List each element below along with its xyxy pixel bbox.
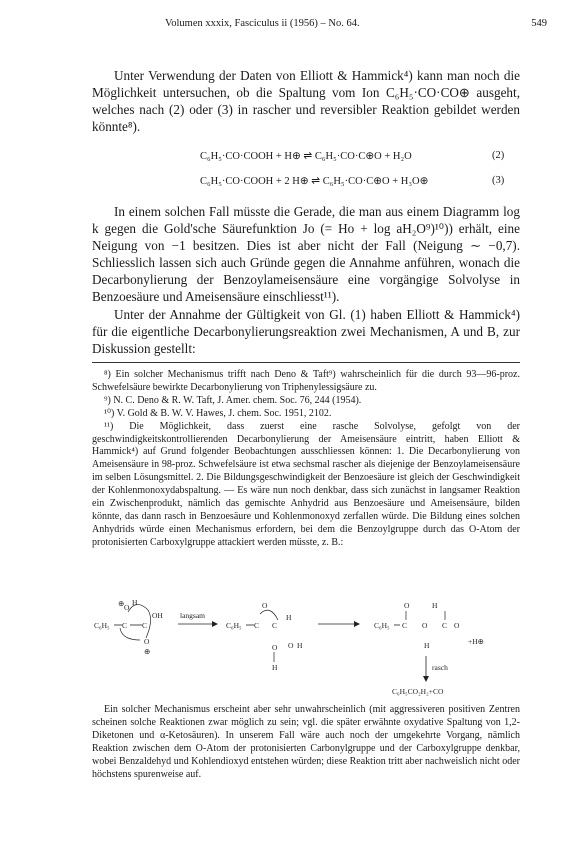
- intermediate-phenyl: C₆H₅: [226, 621, 242, 630]
- footnote-8: ⁸) Ein solcher Mechanismus trifft nach Deno & Taft⁹) wahrscheinlich für die durch 93—96-proz. Schwefelsäure bewirkte Decarbonylierung von Triphenylessigsäure zu.: [92, 369, 520, 393]
- paragraph-3: Unter der Annahme der Gültigkeit von Gl. (1) haben Elliott & Hammick⁴) für die eigentliche Decarbonylierungsreaktion zwei Mechanismen, A und B, zur Diskussion gestellt:: [92, 307, 520, 356]
- product-h-top: H: [432, 601, 438, 610]
- footnote-10: ¹⁰) V. Gold & B. W. V. Hawes, J. chem. Soc. 1951, 2102.: [104, 407, 332, 419]
- equation-2-number: (2): [492, 150, 505, 161]
- product-o-right: O: [454, 621, 460, 630]
- arrow-slow-label: langsam: [180, 611, 205, 620]
- reactant-o-top: O: [124, 603, 130, 612]
- reactant-plus-bottom: ⊕: [144, 647, 151, 656]
- equation-3: C₆H₅·CO·COOH + 2 H⊕ ⇌ C₆H₅·CO·C⊕O + H₃O⊕: [200, 176, 429, 187]
- intermediate-oh-o: O: [288, 641, 294, 650]
- closing-paragraph: Ein solcher Mechanismus erscheint aber sehr unwahrscheinlich (mit aggressiveren positiven Zentren scheinen solche Reaktionen zwar möglich zu sein; vgl. die später erwähnte oxydative Spaltung von 1,2-Diketonen und α-Ketosäuren). In unserem Fall wäre auch noch der umgekehrte Vorgang, nämlich Reaktion zwischen dem O-Atom der protonisierten Carbonylgruppe und der Carboxylgruppe denkbar, wobei Benzaldehyd und Kohlendioxyd entstehen würden; diese Reaktion tritt aber nachweislich nicht oder höchstens spurenweise auf.: [92, 704, 520, 780]
- reactant-h: H: [132, 600, 138, 607]
- equation-3-number: (3): [492, 175, 505, 186]
- intermediate-h-bottom: H: [272, 663, 278, 672]
- running-title: Volumen xxxix, Fasciculus ii (1956) – No. 64.: [165, 18, 360, 29]
- reaction-scheme: [92, 600, 520, 700]
- reactant-carbonyl-c: C: [122, 621, 128, 630]
- product-o-top: O: [404, 601, 410, 610]
- reactant-plus: ⊕: [118, 600, 125, 608]
- arrow-fast-label: rasch: [432, 663, 448, 672]
- product-o-link: O: [422, 621, 428, 630]
- intermediate-c1: C: [254, 621, 260, 630]
- product-c2: C: [442, 621, 448, 630]
- product-phenyl: C₆H₅: [374, 621, 390, 630]
- intermediate-o-bottom: O: [272, 643, 278, 652]
- reactant-carboxyl-c: C: [142, 621, 148, 630]
- reactant-o-bottom: O: [144, 637, 150, 646]
- reactant-phenyl: C₆H₅: [94, 621, 110, 630]
- paragraph-1: Unter Verwendung der Daten von Elliott & Hammick⁴) kann man noch die Möglichkeit untersuchen, ob die Spaltung vom Ion C₆H₅·CO·CO⊕ ausgeht, welches nach (2) oder (3) in rascher und reversibler Reaktion gebildet werden könnte⁸).: [92, 68, 520, 134]
- reactant-oh: OH: [152, 611, 163, 620]
- footnote-11: ¹¹) Die Möglichkeit, dass zuerst eine rasche Solvolyse, gefolgt von der geschwindigkeitskontrollierenden Decarbonylierung der Ameisensäure eintritt, haben Elliott & Hammick⁴) auf Grund folgender Beobachtungen ausschliessen können: 1. Die Decarbonylierung von Ameisensäure in 98-proz. Schwefelsäure ist etwa sechsmal rascher als diejenige der Benzoylameisensäure im selben Lösungsmittel. 2. Die Bildungsgeschwindigkeit der Benzoesäure ist gleich der Geschwindigkeit der Kohlenmonoxydabspaltung. — Es wäre nun noch denkbar, dass sich zunächst in langsamer Reaktion ein Zwischenprodukt, nämlich das gemischte Anhydrid aus Benzoesäure und Ameisensäure, bilden könnte, das dann rasch in Benzoesäure und Kohlenmonoxyd zerfallen würde. Die Bildung eines solchen Anhydrids würde einen Mechanismus erfordern, bei dem die Benzoylgruppe durch das O-Atom der protonisierten Carboxylgruppe attackiert werden müsste, z. B.:: [92, 420, 520, 548]
- equation-2: C₆H₅·CO·COOH + H⊕ ⇌ C₆H₅·CO·C⊕O + H₂O: [200, 151, 412, 162]
- footnotes: [92, 369, 520, 550]
- product-c1: C: [402, 621, 408, 630]
- product-plus-h: +H⊕: [468, 637, 484, 646]
- intermediate-h: H: [286, 613, 292, 622]
- paragraph-2: In einem solchen Fall müsste die Gerade, die man aus einem Diagramm log k gegen die Gold'sche Säurefunktion Jo (= Ho + log aH₂O⁹)¹⁰)) erhält, eine Neigung von −1 besitzen. Dies ist aber nicht der Fall (Neigung ∼ −0,7). Schliesslich lassen sich auch Gründe gegen die Annahme anführen, wonach die Decarbonylierung der Benzoylameisensäure eine vorgängige Solvolyse in Benzoesäure und Ameisensäure einschliesst¹¹).: [92, 204, 520, 304]
- final-products: C₆H₅CO₂H₂+CO: [392, 687, 444, 696]
- footnote-9: ⁹) N. C. Deno & R. W. Taft, J. Amer. chem. Soc. 76, 244 (1954).: [104, 394, 362, 406]
- intermediate-c2: C: [272, 621, 278, 630]
- product-h-bottom: H: [424, 641, 430, 650]
- footnote-separator: [92, 362, 520, 363]
- intermediate-oh-h: H: [297, 641, 303, 650]
- intermediate-o: O: [262, 601, 268, 610]
- page-number: 549: [531, 18, 547, 29]
